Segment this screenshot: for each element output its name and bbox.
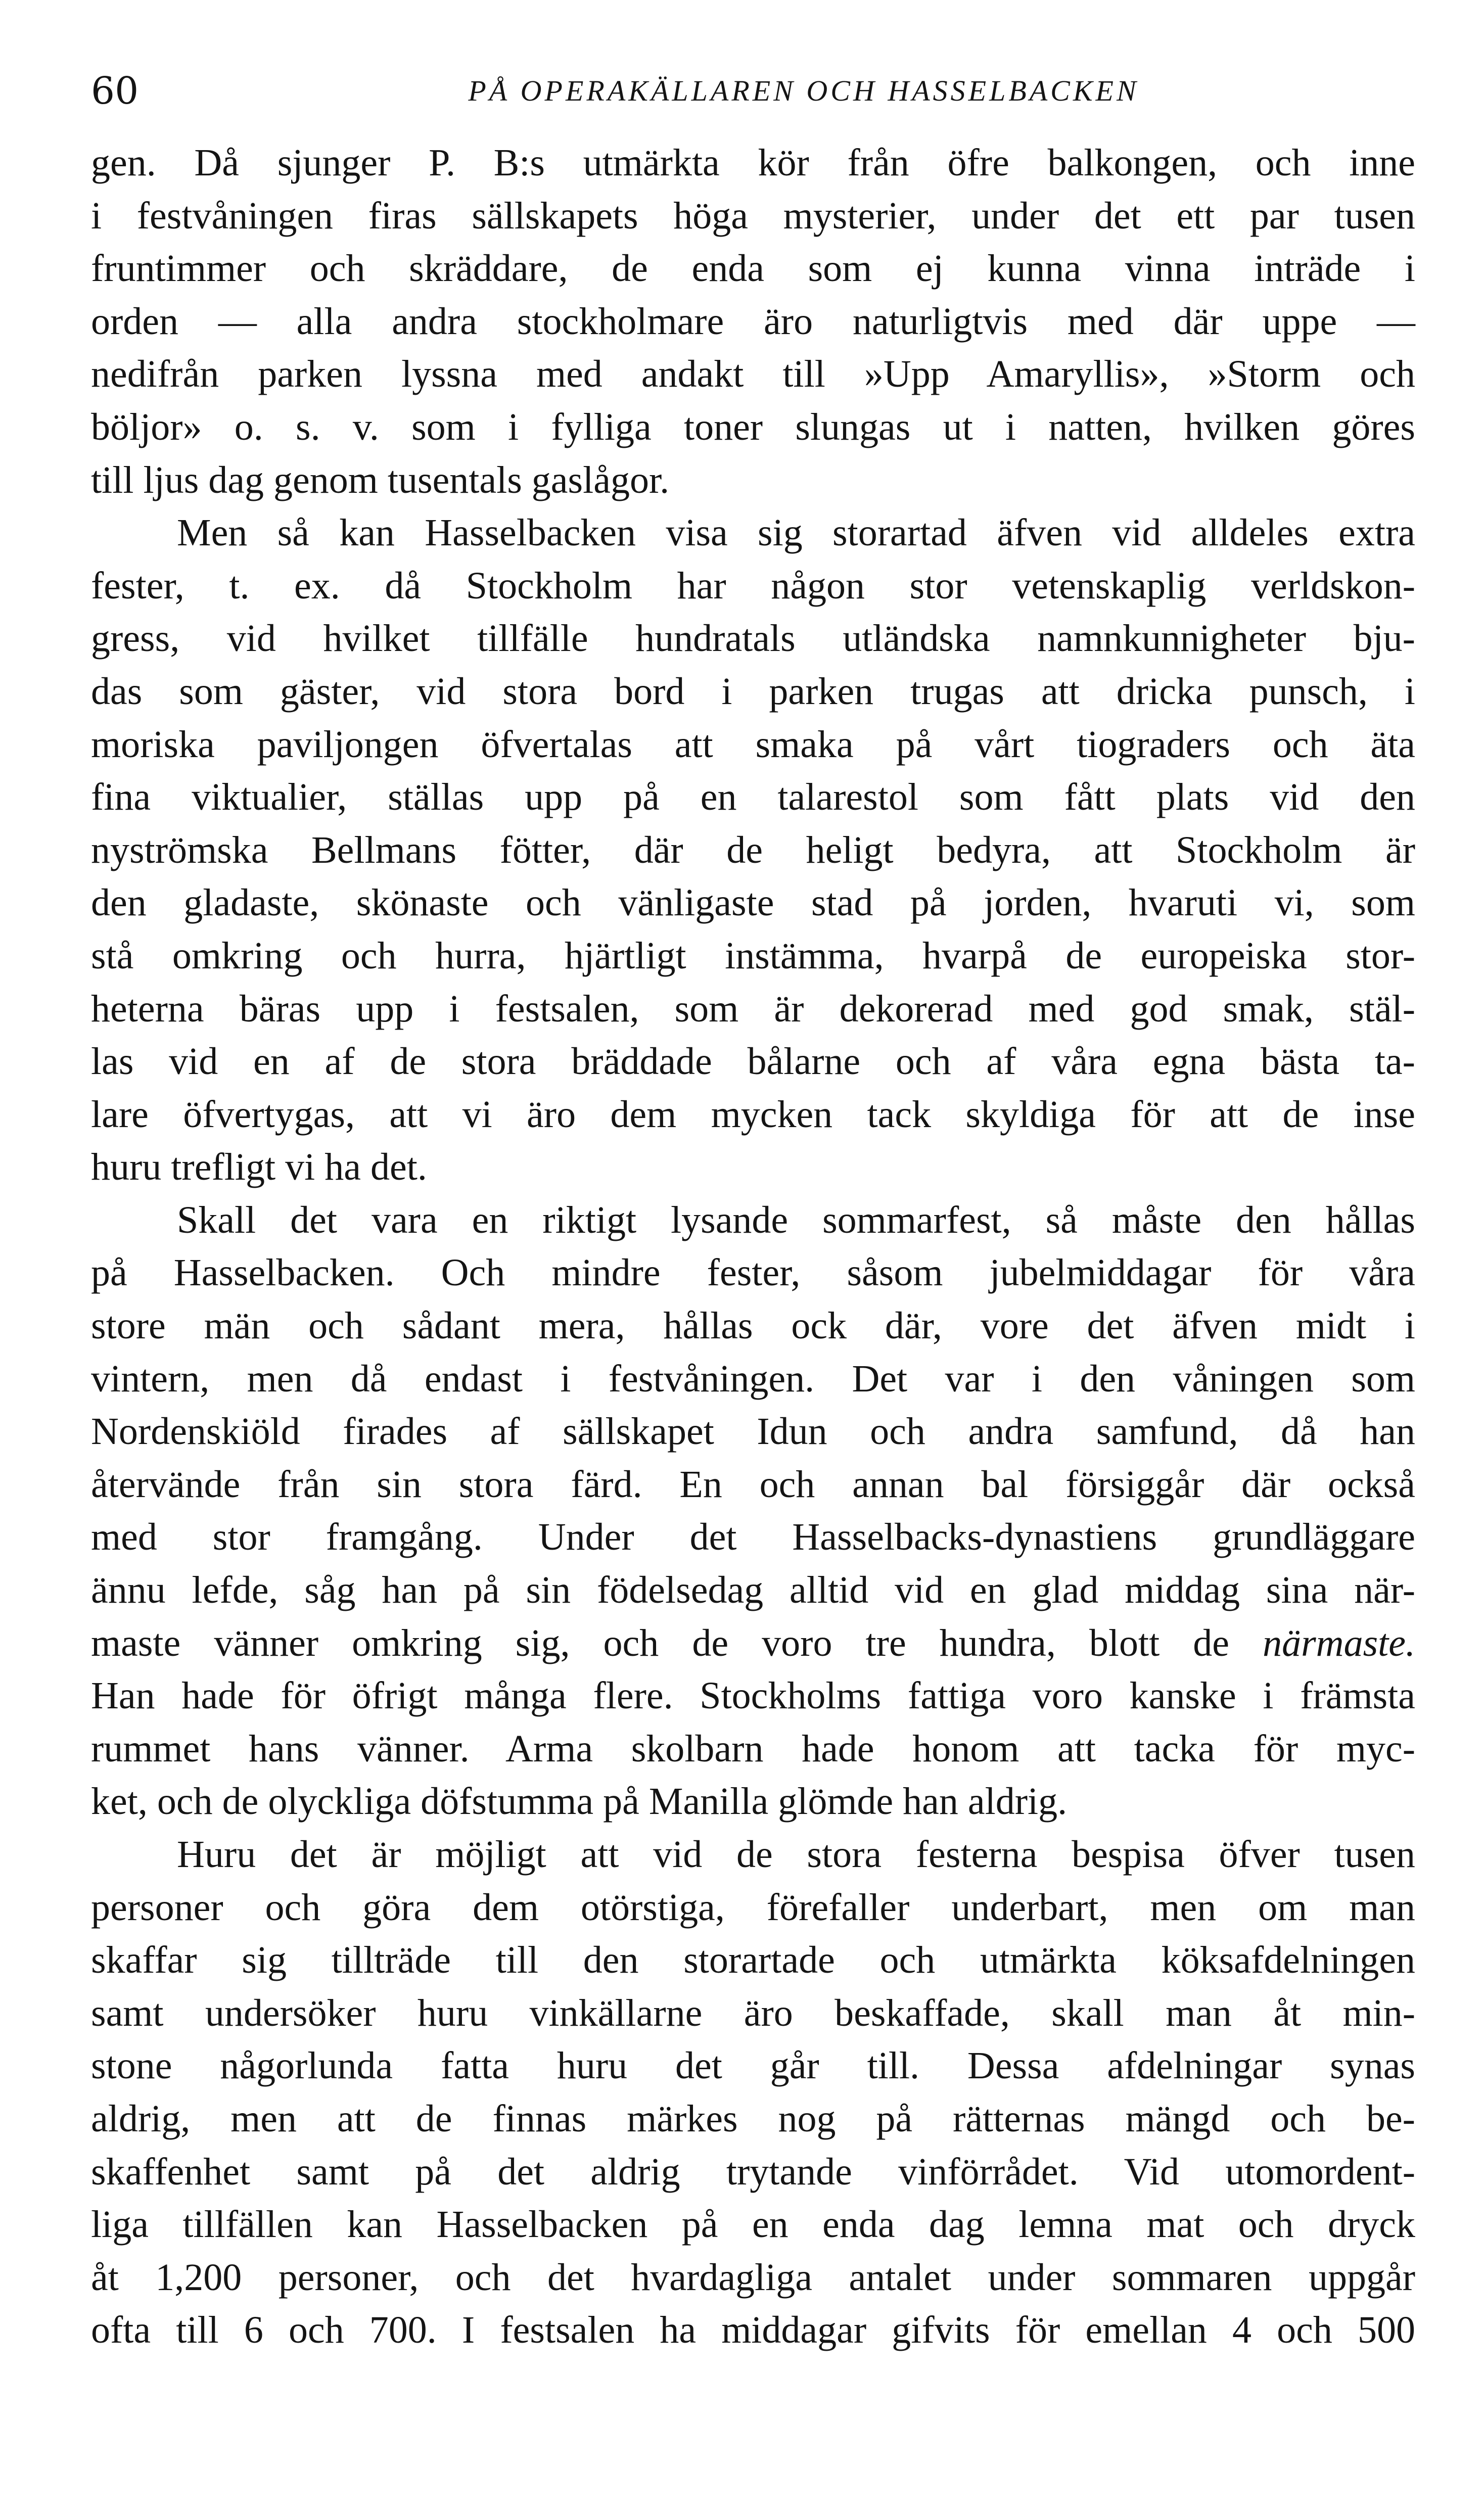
- text-line: lare öfvertygas, att vi äro dem mycken tack skyldiga för att de inse: [91, 1093, 1415, 1136]
- text-line: huru trefligt vi ha det.: [91, 1146, 427, 1189]
- text-line: vintern, men då endast i festvåningen. Det var i den våningen som: [91, 1357, 1415, 1400]
- emphasis: närmaste.: [1263, 1621, 1415, 1664]
- text-line: stone någorlunda fatta huru det går till. Dessa afdelningar synas: [91, 2044, 1415, 2087]
- text-line: fruntimmer och skräddare, de enda som ej kunna vinna inträde i: [91, 247, 1415, 290]
- paragraph: [91, 1828, 1415, 2357]
- text-line: nyströmska Bellmans fötter, där de heligt bedyra, att Stockholm är: [91, 828, 1415, 871]
- text-line: Han hade för öfrigt många flere. Stockholms fattiga voro kanske i främsta: [91, 1674, 1415, 1717]
- text-line: nedifrån parken lyssna med andakt till »Upp Amaryllis», »Storm och: [91, 353, 1415, 396]
- text-line: ofta till 6 och 700. I festsalen ha middagar gifvits för emellan 4 och 500: [91, 2309, 1415, 2352]
- text-line: åt 1,200 personer, och det hvardagliga antalet under sommaren uppgår: [91, 2256, 1415, 2299]
- text-line: skaffar sig tillträde till den storartade och utmärkta köksafdelningen: [91, 1939, 1415, 1982]
- text-line: Skall det vara en riktigt lysande sommarfest, så måste den hållas: [177, 1198, 1415, 1241]
- body-text: [91, 136, 1415, 2357]
- text-line: moriska paviljongen öfvertalas att smaka på vårt tiograders och äta: [91, 723, 1415, 766]
- text-line: den gladaste, skönaste och vänligaste stad på jorden, hvaruti vi, som: [91, 881, 1415, 924]
- text-line: Huru det är möjligt att vid de stora festerna bespisa öfver tusen: [177, 1833, 1415, 1876]
- text-line: das som gäster, vid stora bord i parken trugas att dricka punsch, i: [91, 670, 1415, 713]
- text-line: ket, och de olyckliga döfstumma på Manilla glömde han aldrig.: [91, 1780, 1068, 1823]
- text-line: gress, vid hvilket tillfälle hundratals utländska namnkunnigheter bju-: [91, 617, 1415, 660]
- page-number: 60: [91, 69, 139, 113]
- book-page: [91, 61, 1415, 2477]
- text-line: store män och sådant mera, hållas ock där, vore det äfven midt i: [91, 1305, 1415, 1347]
- text-line: orden — alla andra stockholmare äro naturligtvis med där uppe —: [91, 300, 1415, 343]
- paragraph: [91, 1194, 1415, 1828]
- text-line: ännu lefde, såg han på sin födelsedag alltid vid en glad middag sina när-: [91, 1569, 1415, 1612]
- paragraph: [91, 136, 1415, 506]
- text-line: Nordenskiöld firades af sällskapet Idun och andra samfund, då han: [91, 1410, 1415, 1453]
- text-line: rummet hans vänner. Arma skolbarn hade honom att tacka för myc-: [91, 1727, 1415, 1770]
- text-line: gen. Då sjunger P. B:s utmärkta kör från öfre balkongen, och inne: [91, 142, 1415, 184]
- text-line: maste vänner omkring sig, och de voro tre hundra, blott de närmaste.: [91, 1621, 1415, 1664]
- text-line: stå omkring och hurra, hjärtligt instämma, hvarpå de europeiska stor-: [91, 934, 1415, 977]
- text-line: i festvåningen firas sällskapets höga mysterier, under det ett par tusen: [91, 194, 1415, 237]
- page-header: [91, 61, 1415, 121]
- text-line: fester, t. ex. då Stockholm har någon stor vetenskaplig verldskon-: [91, 564, 1415, 607]
- text-line: personer och göra dem otörstiga, förefaller underbart, men om man: [91, 1886, 1415, 1929]
- text-line: samt undersöker huru vinkällarne äro beskaffade, skall man åt min-: [91, 1991, 1415, 2034]
- text-line: till ljus dag genom tusentals gaslågor.: [91, 458, 670, 501]
- text-line: las vid en af de stora bräddade bålarne och af våra egna bästa ta-: [91, 1040, 1415, 1083]
- text-line: heterna bäras upp i festsalen, som är dekorerad med god smak, stäl-: [91, 987, 1415, 1030]
- text-line: liga tillfällen kan Hasselbacken på en enda dag lemna mat och dryck: [91, 2203, 1415, 2246]
- text-line: återvände från sin stora färd. En och annan bal försiggår där också: [91, 1463, 1415, 1506]
- text-line: Men så kan Hasselbacken visa sig storartad äfven vid alldeles extra: [177, 511, 1415, 554]
- running-head: PÅ OPERAKÄLLAREN OCH HASSELBACKEN: [468, 74, 1139, 107]
- text-line: fina viktualier, ställas upp på en talarestol som fått plats vid den: [91, 776, 1415, 819]
- text-line: aldrig, men att de finnas märkes nog på rätternas mängd och be-: [91, 2097, 1415, 2140]
- text-line: böljor» o. s. v. som i fylliga toner slungas ut i natten, hvilken göres: [91, 405, 1415, 448]
- text-line: på Hasselbacken. Och mindre fester, såsom jubelmiddagar för våra: [91, 1251, 1415, 1294]
- paragraph: [91, 506, 1415, 1194]
- text-line: skaffenhet samt på det aldrig trytande vinförrådet. Vid utomordent-: [91, 2150, 1415, 2193]
- text-line: med stor framgång. Under det Hasselbacks-dynastiens grundläggare: [91, 1516, 1415, 1559]
